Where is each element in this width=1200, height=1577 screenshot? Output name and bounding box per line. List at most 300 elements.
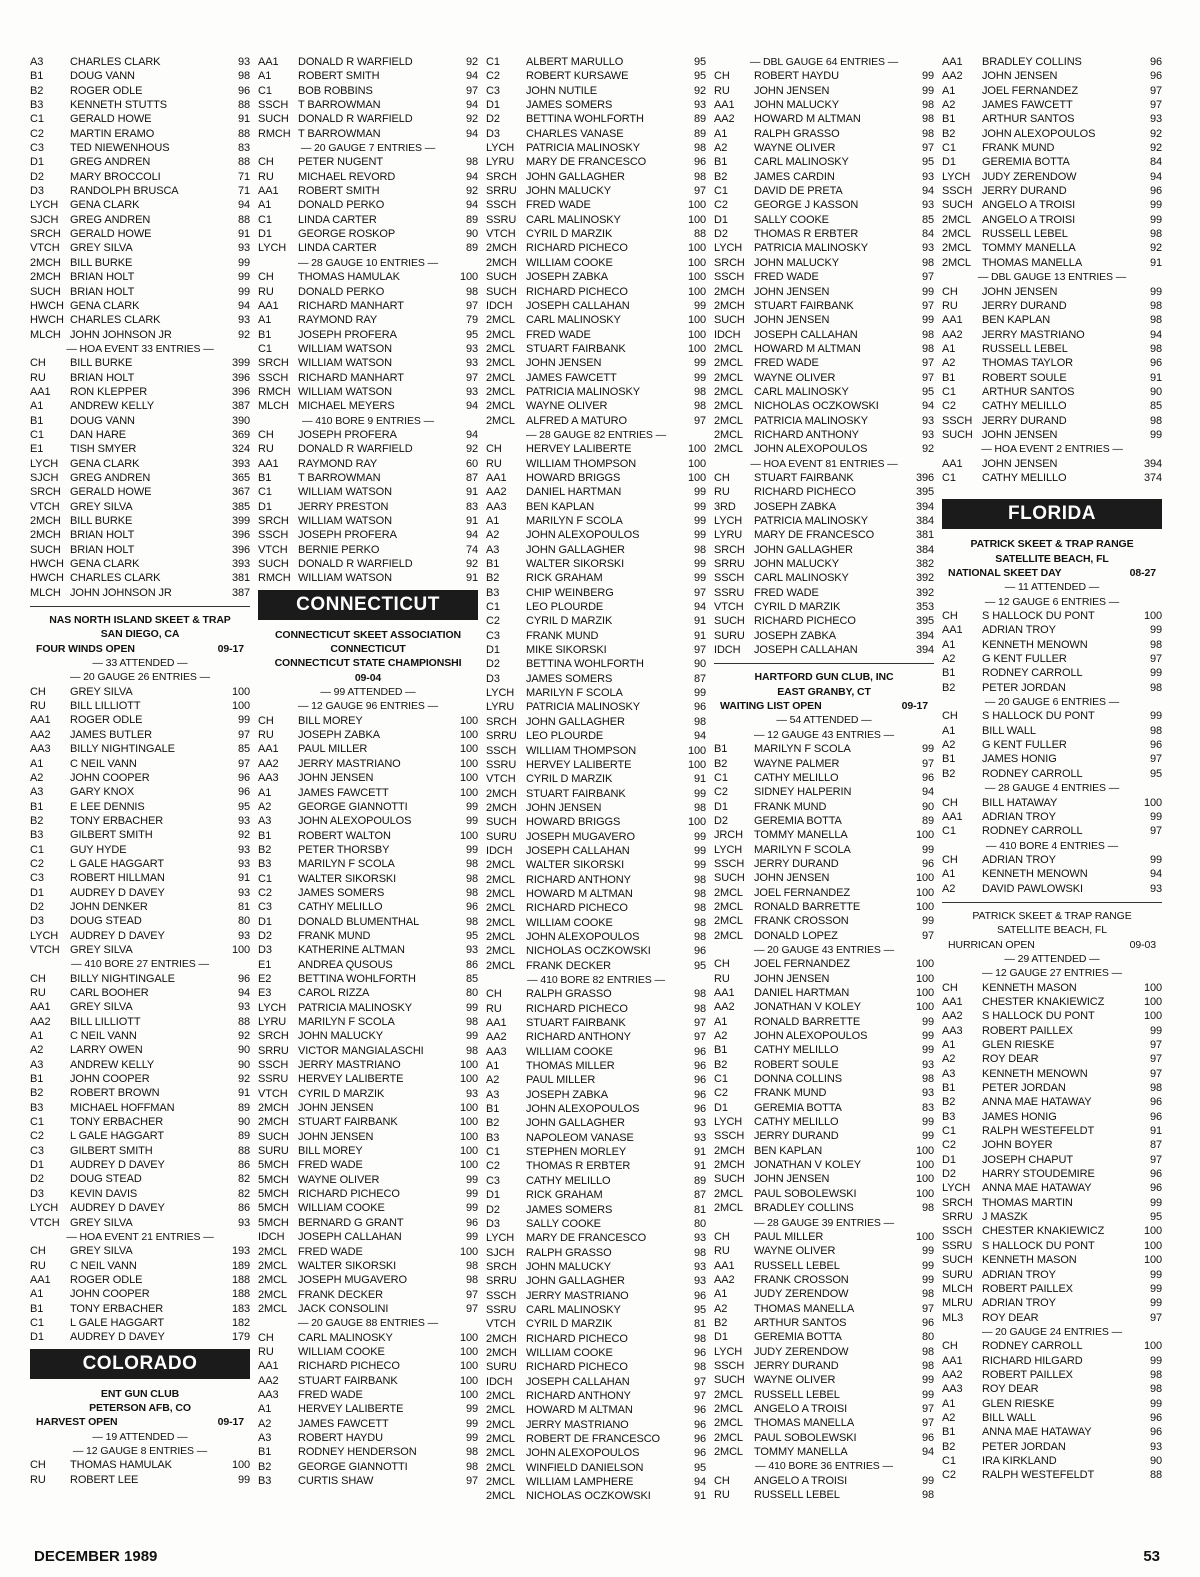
score: 97 <box>921 357 934 370</box>
class-code: C3 <box>30 142 44 155</box>
class-code: C3 <box>486 629 500 642</box>
class-code: B1 <box>30 800 44 813</box>
score: 100 <box>459 1130 478 1143</box>
shooter-name: FRED WADE <box>754 271 819 284</box>
shooter-name: JOHN MALUCKY <box>298 1030 383 1043</box>
class-code: C1 <box>30 843 44 856</box>
score: 387 <box>231 400 250 413</box>
shooter-name: JOHN JENSEN <box>298 1130 374 1143</box>
shooter-name: S HALLOCK DU PONT <box>982 610 1095 623</box>
result-row <box>30 1000 250 1014</box>
shooter-name: THOMAS HAMULAK <box>70 1459 172 1472</box>
score: 96 <box>1149 1110 1162 1123</box>
class-code: A2 <box>30 1044 44 1057</box>
score: 95 <box>465 328 478 341</box>
class-code: 2MCL <box>486 357 515 370</box>
result-row <box>486 442 706 456</box>
shooter-name: DOUG STEAD <box>70 915 142 928</box>
shooter-name: GENA CLARK <box>70 199 140 212</box>
shooter-name: WILLIAM LAMPHERE <box>526 1476 634 1489</box>
class-code: SSCH <box>486 199 517 212</box>
shooter-name: JOSEPH PROFERA <box>298 428 397 441</box>
class-code: D1 <box>30 886 44 899</box>
shooter-name: GEREMIA BOTTA <box>982 156 1070 169</box>
page-number: 53 <box>1143 1548 1160 1565</box>
score: 95 <box>921 156 934 169</box>
result-row <box>714 256 934 270</box>
result-row <box>486 342 706 356</box>
shooter-name: GEORGE GIANNOTTI <box>298 800 408 813</box>
result-row <box>486 1203 706 1217</box>
event-divider <box>942 580 1162 594</box>
shooter-name: GREY SILVA <box>70 1245 133 1258</box>
shooter-name: JOHN GALLAGHER <box>526 543 625 556</box>
score: 91 <box>693 1490 706 1503</box>
score: 387 <box>231 586 250 599</box>
result-row <box>942 1268 1162 1282</box>
class-code: HWCH <box>30 558 64 571</box>
score: 86 <box>237 1202 250 1215</box>
score: 97 <box>921 371 934 384</box>
shooter-name: RICHARD PICHECO <box>526 1002 628 1015</box>
score: 93 <box>237 886 250 899</box>
shooter-name: BILLY NIGHTINGALE <box>70 972 175 985</box>
score: 97 <box>693 185 706 198</box>
score: 94 <box>693 1476 706 1489</box>
score: 100 <box>915 1144 934 1157</box>
shooter-name: FRED WADE <box>754 357 819 370</box>
score: 99 <box>921 70 934 83</box>
result-row <box>258 270 478 284</box>
shoot-date: 09-03 <box>1129 938 1156 951</box>
class-code: VTCH <box>30 242 60 255</box>
class-code: 2MCH <box>486 242 517 255</box>
shooter-name: JOSEPH ZABKA <box>526 1088 608 1101</box>
result-row <box>942 227 1162 241</box>
class-code: 2MCL <box>486 1418 515 1431</box>
results-column <box>942 55 1162 1523</box>
shooter-name: RICHARD ANTHONY <box>754 428 859 441</box>
result-row <box>258 471 478 485</box>
class-code: A1 <box>30 1030 44 1043</box>
class-code: SRCH <box>714 543 745 556</box>
score: 98 <box>693 1246 706 1259</box>
result-row <box>942 1397 1162 1411</box>
shooter-name: ROY DEAR <box>982 1311 1039 1324</box>
shooter-name: WILLIAM WATSON <box>298 385 392 398</box>
score: 96 <box>693 1289 706 1302</box>
result-row <box>258 829 478 843</box>
score: 98 <box>693 715 706 728</box>
result-row <box>942 853 1162 867</box>
score: 92 <box>921 443 934 456</box>
shooter-name: NICHOLAS OCZKOWSKI <box>526 1490 651 1503</box>
result-row <box>258 1245 478 1259</box>
shoot-title-line <box>30 642 250 656</box>
class-code: D2 <box>486 113 500 126</box>
class-code: D3 <box>30 915 44 928</box>
result-row <box>486 241 706 255</box>
result-row <box>714 643 934 657</box>
shooter-name: ANGELO A TROISI <box>754 1402 848 1415</box>
class-code: VTCH <box>258 543 288 556</box>
class-code: AA1 <box>30 714 51 727</box>
shooter-name: BILL MOREY <box>298 714 363 727</box>
class-code: AA2 <box>942 1010 963 1023</box>
shooter-name: HOWARD M ALTMAN <box>526 1404 633 1417</box>
score: 97 <box>921 142 934 155</box>
shooter-name: BILL BURKE <box>70 256 133 269</box>
shooter-name: JAMES HONIG <box>982 1110 1057 1123</box>
shooter-name: JOHN ALEXOPOULOS <box>754 443 868 456</box>
result-row <box>942 170 1162 184</box>
shooter-name: GREY SILVA <box>70 242 133 255</box>
shooter-name: WILLIAM WATSON <box>298 515 392 527</box>
score: 100 <box>915 1173 934 1186</box>
result-row <box>30 127 250 141</box>
event-divider <box>258 699 478 713</box>
shooter-name: HERVEY LALIBERTE <box>298 1073 404 1086</box>
class-code: SRCH <box>258 515 289 527</box>
score: 100 <box>687 342 706 355</box>
shooter-name: PETER THORSBY <box>298 843 390 856</box>
shooter-name: STUART FAIRBANK <box>754 299 854 312</box>
result-row <box>714 485 934 499</box>
event-divider <box>714 457 934 471</box>
shoot-name: WAITING LIST OPEN <box>720 700 822 713</box>
shooter-name: RALPH GRASSO <box>526 1246 612 1259</box>
result-row <box>942 796 1162 810</box>
result-row <box>942 1110 1162 1124</box>
result-row <box>714 399 934 413</box>
score: 96 <box>693 1418 706 1431</box>
class-code: MLCH <box>30 328 61 341</box>
score: 394 <box>915 644 934 657</box>
shooter-name: THOMAS MANELLA <box>982 256 1083 269</box>
event-divider-text: — 12 GAUGE 43 ENTRIES — <box>753 728 895 741</box>
score: 98 <box>921 99 934 112</box>
score: 100 <box>687 213 706 226</box>
class-code: A2 <box>942 357 956 370</box>
score: 394 <box>915 500 934 513</box>
class-code: LYCH <box>30 929 59 942</box>
shooter-name: JOHN ALEXOPOULOS <box>754 1030 868 1043</box>
score: 97 <box>693 1375 706 1388</box>
event-divider-text: — 20 GAUGE 6 ENTRIES — <box>984 696 1120 709</box>
shooter-name: STUART FAIRBANK <box>526 1017 626 1030</box>
event-divider <box>942 442 1162 456</box>
class-code: SUCH <box>714 1374 745 1387</box>
score: 85 <box>237 743 250 756</box>
result-row <box>714 170 934 184</box>
results-column <box>486 55 706 1523</box>
result-row <box>258 814 478 828</box>
result-row <box>30 571 250 585</box>
score: 92 <box>237 829 250 842</box>
class-code: IDCH <box>258 1231 285 1244</box>
score: 99 <box>921 1273 934 1286</box>
score: 98 <box>921 342 934 355</box>
score: 100 <box>915 872 934 885</box>
class-code: C2 <box>258 886 272 899</box>
result-row <box>30 313 250 327</box>
score: 100 <box>459 1360 478 1373</box>
result-row <box>486 1489 706 1503</box>
event-divider <box>30 670 250 684</box>
score: 98 <box>465 1274 478 1287</box>
shooter-name: ROBERT PAILLEX <box>982 1282 1073 1295</box>
result-row <box>714 414 934 428</box>
score: 93 <box>921 242 934 255</box>
score: 182 <box>231 1316 250 1329</box>
class-code: D2 <box>486 658 500 671</box>
score: 96 <box>693 1433 706 1445</box>
result-row <box>942 256 1162 270</box>
result-row <box>714 1345 934 1359</box>
score: 100 <box>915 958 934 971</box>
class-code: C1 <box>714 1073 728 1086</box>
score: 96 <box>1149 1411 1162 1424</box>
class-code: B2 <box>942 681 956 694</box>
class-code: C2 <box>486 615 500 628</box>
shooter-name: STUART FAIRBANK <box>526 787 626 800</box>
class-code: SSCH <box>714 271 745 284</box>
score: 188 <box>231 1273 250 1286</box>
shooter-name: BOB ROBBINS <box>298 84 373 97</box>
class-code: D2 <box>30 1173 44 1186</box>
class-code: B3 <box>30 829 44 842</box>
class-code: 2MCL <box>486 328 515 341</box>
shooter-name: JOSEPH CALLAHAN <box>526 299 630 312</box>
score: 98 <box>465 1016 478 1028</box>
result-row <box>942 471 1162 485</box>
score: 83 <box>921 1101 934 1114</box>
class-code: C1 <box>30 428 44 441</box>
shooter-name: DONALD LOPEZ <box>754 929 838 942</box>
shooter-name: MICHAEL MEYERS <box>298 400 395 413</box>
result-row <box>942 1024 1162 1038</box>
class-code: SSRU <box>258 1073 289 1086</box>
event-divider-text: — 410 BORE 4 ENTRIES — <box>985 839 1118 852</box>
score: 93 <box>693 1131 706 1144</box>
result-row <box>714 1015 934 1029</box>
shooter-name: DOUG VANN <box>70 70 135 83</box>
score: 93 <box>693 1232 706 1245</box>
result-row <box>486 1475 706 1489</box>
result-row <box>486 1461 706 1475</box>
result-row <box>942 1239 1162 1253</box>
result-row <box>30 1158 250 1172</box>
score: 94 <box>465 428 478 441</box>
result-row <box>942 155 1162 169</box>
result-row <box>714 1259 934 1273</box>
class-code: 2MCL <box>486 371 515 384</box>
score: 393 <box>231 558 250 571</box>
score: 98 <box>921 1359 934 1372</box>
event-divider-text: — HOA EVENT 81 ENTRIES — <box>750 457 898 470</box>
score: 99 <box>693 830 706 843</box>
shooter-name: CYRIL D MARZIK <box>298 1087 385 1100</box>
class-code: SSCH <box>258 99 289 112</box>
result-row <box>942 1067 1162 1081</box>
shooter-name: JOEL FERNANDEZ <box>754 886 850 899</box>
score: 90 <box>465 228 478 241</box>
score: 88 <box>237 127 250 140</box>
shooter-name: KENNETH MENOWN <box>982 1067 1088 1080</box>
result-row <box>942 385 1162 399</box>
score: 99 <box>465 1188 478 1201</box>
class-code: SRCH <box>942 1196 973 1209</box>
score: 99 <box>1149 1268 1162 1281</box>
result-row <box>714 1244 934 1258</box>
event-divider-text: — 11 ATTENDED — <box>1004 581 1100 594</box>
result-row <box>30 457 250 471</box>
shooter-name: FRANK MUND <box>298 929 371 942</box>
score: 92 <box>1149 127 1162 140</box>
class-code: HWCH <box>30 572 64 585</box>
shooter-name: PATRICIA MALINOSKY <box>754 515 868 527</box>
result-row <box>714 1488 934 1502</box>
score: 100 <box>459 757 478 770</box>
score: 100 <box>459 786 478 799</box>
result-row <box>714 571 934 585</box>
class-code: AA1 <box>942 457 963 470</box>
class-code: D2 <box>714 814 728 827</box>
shooter-name: BILL WALL <box>982 1411 1036 1424</box>
score: 98 <box>465 858 478 871</box>
result-row <box>714 900 934 914</box>
shooter-name: RICHARD HILGARD <box>982 1354 1083 1367</box>
shooter-name: ANDREW KELLY <box>70 1058 155 1071</box>
score: 99 <box>1149 1196 1162 1209</box>
shooter-name: JOSEPH PROFERA <box>298 529 397 542</box>
shooter-name: JOHN JENSEN <box>982 457 1058 470</box>
class-code: IDCH <box>714 644 741 657</box>
score: 100 <box>1143 1340 1162 1353</box>
score: 81 <box>237 900 250 913</box>
shooter-name: CYRIL D MARZIK <box>526 1318 613 1331</box>
score: 96 <box>693 701 706 714</box>
result-row <box>714 299 934 313</box>
shooter-name: HARRY STOUDEMIRE <box>982 1168 1095 1181</box>
result-row <box>258 1144 478 1158</box>
result-row <box>714 1316 934 1330</box>
score: 99 <box>1149 810 1162 823</box>
shooter-name: BILL WALL <box>982 724 1036 737</box>
class-code: A2 <box>30 771 44 784</box>
score: 93 <box>693 1260 706 1273</box>
class-code: 2MCL <box>486 930 515 943</box>
class-code: SURU <box>486 1361 517 1374</box>
shooter-name: PAUL MILLER <box>526 1074 596 1087</box>
score: 100 <box>687 816 706 829</box>
score: 96 <box>1149 185 1162 198</box>
shooter-name: MARY DE FRANCESCO <box>754 529 875 542</box>
class-code: AA1 <box>258 457 279 470</box>
score: 382 <box>915 558 934 571</box>
result-row <box>30 871 250 885</box>
shooter-name: CATHY MELILLO <box>298 901 383 914</box>
shooter-name: BRIAN HOLT <box>70 285 135 298</box>
result-row <box>258 1402 478 1416</box>
score: 96 <box>693 1404 706 1417</box>
shooter-name: FRED WADE <box>298 1159 363 1172</box>
result-row <box>30 1058 250 1072</box>
class-code: D1 <box>942 156 956 169</box>
shooter-name: BETTINA WOHLFORTH <box>298 972 416 985</box>
result-row <box>486 1346 706 1360</box>
score: 95 <box>693 1461 706 1474</box>
class-code: SSCH <box>714 572 745 585</box>
shooter-name: RUSSELL LEBEL <box>754 1489 840 1502</box>
class-code: CH <box>30 1245 46 1258</box>
score: 100 <box>915 886 934 899</box>
score: 98 <box>1149 342 1162 355</box>
shooter-name: JERRY MASTRIANO <box>526 1289 629 1302</box>
result-row <box>714 141 934 155</box>
result-row <box>30 914 250 928</box>
score: 100 <box>459 729 478 742</box>
score: 95 <box>465 929 478 942</box>
score: 100 <box>459 1059 478 1072</box>
class-code: E2 <box>258 972 272 985</box>
class-code: SUCH <box>30 543 61 556</box>
shooter-name: GLEN RIESKE <box>982 1039 1055 1051</box>
score: 100 <box>915 1001 934 1014</box>
shooter-name: RONALD BARRETTE <box>754 900 861 913</box>
score: 85 <box>1149 400 1162 413</box>
event-divider <box>942 1325 1162 1339</box>
score: 95 <box>693 70 706 83</box>
score: 82 <box>237 1173 250 1186</box>
result-row <box>30 1302 250 1316</box>
class-code: C1 <box>258 486 272 499</box>
result-row <box>942 666 1162 680</box>
shooter-name: WILLIAM COOKE <box>298 1345 385 1358</box>
class-code: SSCH <box>942 414 973 427</box>
event-divider <box>30 656 250 670</box>
score: 99 <box>1149 213 1162 226</box>
result-row <box>714 1115 934 1129</box>
result-row <box>258 227 478 241</box>
class-code: SRRU <box>486 185 517 198</box>
result-row <box>486 600 706 614</box>
shooter-name: CARL MALINOSKY <box>754 572 849 585</box>
result-row <box>486 815 706 829</box>
result-row <box>486 830 706 844</box>
score: 91 <box>237 872 250 885</box>
shooter-name: JOHN BOYER <box>982 1139 1053 1152</box>
class-code: 2MCH <box>258 1102 289 1115</box>
class-code: 5MCH <box>258 1159 289 1172</box>
shooter-name: JOHN JOHNSON JR <box>70 328 172 341</box>
class-code: 2MCL <box>258 1288 287 1301</box>
shooter-name: JOHN JOHNSON JR <box>70 586 172 599</box>
shooter-name: THOMAS MARTIN <box>982 1196 1073 1209</box>
result-row <box>714 843 934 857</box>
score: 100 <box>231 700 250 713</box>
shooter-name: JOHN GALLAGHER <box>526 715 625 728</box>
shooter-name: BILL BURKE <box>70 357 133 370</box>
result-row <box>30 285 250 299</box>
class-code: RU <box>258 443 274 456</box>
result-row <box>258 1460 478 1474</box>
class-code: 2MCL <box>486 1389 515 1402</box>
shooter-name: AUDREY D DAVEY <box>70 886 165 899</box>
score: 93 <box>465 944 478 957</box>
score: 81 <box>693 1203 706 1216</box>
class-code: B1 <box>30 1073 44 1086</box>
